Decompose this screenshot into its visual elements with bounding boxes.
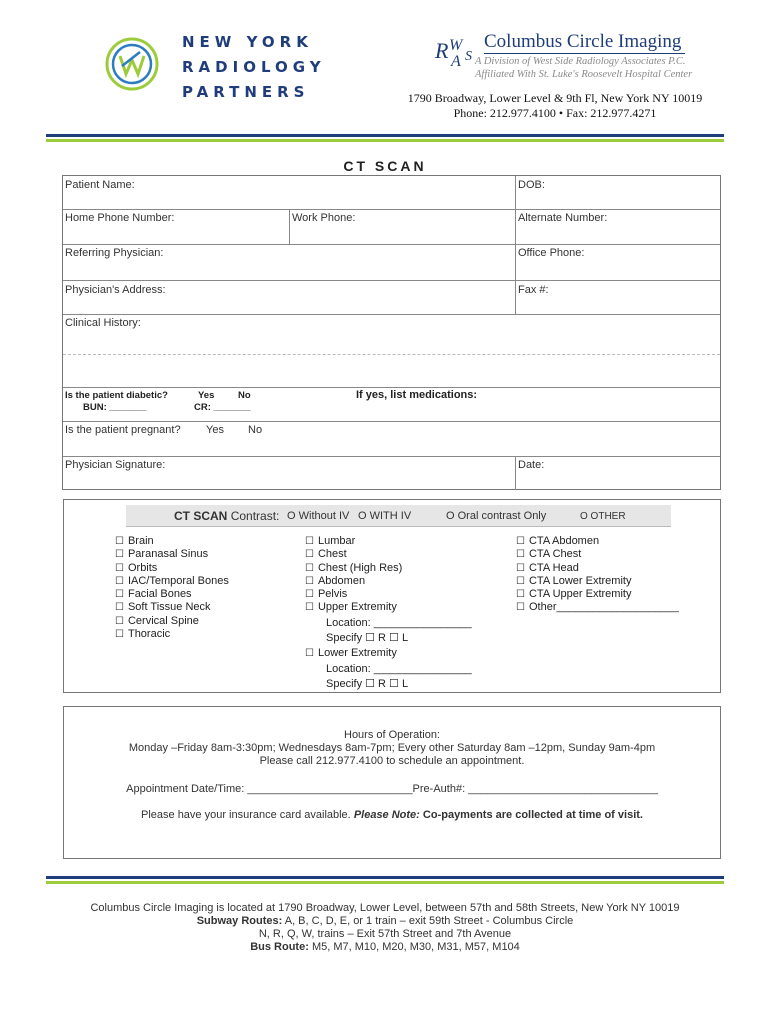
exam-label: Pelvis	[317, 588, 348, 601]
footer-bus	[0, 941, 770, 953]
footer-rule-blue	[46, 876, 724, 879]
exam-chest-high-res[interactable]	[305, 562, 472, 575]
exam-label: Orbits	[127, 561, 158, 574]
exam-label: CTA Head	[528, 561, 579, 574]
physician-signature-field[interactable]: Physician Signature:	[65, 459, 166, 471]
exam-chest[interactable]	[305, 548, 472, 561]
footer-subway-2: N, R, Q, W, trains – Exit 57th Street and 7th Avenue	[258, 928, 512, 940]
exam-column-3	[516, 535, 679, 615]
diabetic-yes[interactable]: Yes	[198, 390, 215, 401]
svg-text:A: A	[451, 53, 461, 70]
checkbox-icon[interactable]: ☐	[115, 562, 124, 574]
exam-label: Other____________________	[528, 601, 679, 614]
form-divider	[63, 314, 720, 315]
bus-text: M5, M7, M10, M20, M30, M31, M57, M104	[311, 941, 520, 953]
ct-scan-selection	[63, 499, 721, 693]
patient-info-form	[62, 175, 721, 490]
bun-field[interactable]: BUN: _______	[83, 402, 147, 413]
physician-address-field[interactable]: Physician's Address:	[65, 284, 166, 296]
pregnant-question: Is the patient pregnant?	[65, 424, 181, 436]
checkbox-icon[interactable]: ☐	[516, 575, 525, 587]
exam-cta-upper-extremity[interactable]	[516, 588, 679, 601]
checkbox-icon[interactable]: ☐	[305, 602, 314, 614]
upper-specify-side[interactable]: Specify ☐ R ☐ L	[326, 632, 409, 645]
cci-monogram-mark	[433, 34, 481, 72]
form-column-divider	[515, 209, 516, 314]
phone-line: Phone: 212.977.4100 • Fax: 212.977.4271	[453, 106, 657, 120]
checkbox-icon[interactable]: ☐	[305, 648, 314, 660]
checkbox-icon[interactable]: ☐	[115, 589, 124, 601]
exam-soft-tissue-neck[interactable]	[115, 601, 229, 614]
checkbox-icon[interactable]: ☐	[516, 536, 525, 547]
exam-label: Chest	[317, 548, 347, 561]
office-phone-field[interactable]: Office Phone:	[518, 247, 585, 259]
form-column-divider	[515, 176, 516, 209]
insurance-plain: Please have your insurance card available.	[141, 809, 351, 821]
checkbox-icon[interactable]: ☐	[115, 536, 124, 547]
form-column-divider	[515, 456, 516, 490]
nyrp-line-3: PARTNERS	[182, 83, 310, 101]
exam-label: IAC/Temporal Bones	[127, 574, 229, 587]
nyrp-logo	[104, 36, 160, 92]
insurance-note	[64, 809, 720, 821]
home-phone-field[interactable]: Home Phone Number:	[65, 212, 175, 224]
exam-cta-abdomen[interactable]	[516, 535, 679, 548]
form-divider	[63, 280, 720, 281]
note-label: Please Note:	[353, 809, 420, 821]
exam-label: Abdomen	[317, 574, 366, 587]
patient-name-field[interactable]: Patient Name:	[65, 179, 135, 191]
lower-location-field[interactable]: Location: ________________	[326, 662, 472, 675]
appointment-preauth-fields[interactable]: Appointment Date/Time: ___________________________Pre-Auth#: _______________________________	[126, 783, 658, 795]
cci-monogram	[433, 34, 481, 72]
diabetic-question: Is the patient diabetic?	[65, 390, 168, 401]
cci-name: Columbus Circle Imaging	[484, 31, 685, 54]
exam-label: Brain	[127, 535, 154, 547]
contrast-with-iv[interactable]: O WITH IV	[358, 510, 412, 522]
footer-rule-green	[46, 881, 724, 884]
contrast-label-bold: CT SCAN	[174, 509, 228, 523]
form-divider	[63, 244, 720, 245]
exam-label: Chest (High Res)	[317, 561, 403, 574]
exam-label: Lower Extremity	[317, 647, 397, 660]
exam-label: Lumbar	[317, 535, 356, 547]
subway-text: A, B, C, D, E, or 1 train – exit 59th Street - Columbus Circle	[284, 915, 574, 927]
exam-paranasal-sinus[interactable]	[115, 548, 229, 561]
checkbox-icon[interactable]: ☐	[305, 589, 314, 601]
form-divider	[63, 421, 720, 422]
hours-title: Hours of Operation:	[344, 729, 440, 741]
cci-division: A Division of West Side Radiology Associates P.C.	[475, 56, 686, 67]
exam-thoracic[interactable]	[115, 628, 229, 641]
exam-column-1	[115, 535, 229, 641]
exam-label: Soft Tissue Neck	[127, 601, 211, 614]
exam-orbits[interactable]	[115, 562, 229, 575]
checkbox-icon[interactable]: ☐	[115, 629, 124, 641]
exam-lumbar[interactable]	[305, 535, 472, 548]
contrast-label-rest: Contrast:	[230, 509, 280, 523]
nyrp-logo-mark	[104, 36, 160, 92]
upper-location-field[interactable]: Location: ________________	[326, 616, 472, 629]
checkbox-icon[interactable]: ☐	[305, 549, 314, 561]
checkbox-icon[interactable]: ☐	[516, 549, 525, 561]
cr-field[interactable]: CR: _______	[194, 402, 251, 413]
checkbox-icon[interactable]: ☐	[516, 562, 525, 574]
contrast-label	[174, 509, 279, 523]
exam-label: Facial Bones	[127, 588, 192, 601]
diabetic-no[interactable]: No	[238, 390, 251, 401]
subway-label: Subway Routes:	[196, 915, 283, 927]
bus-label: Bus Route:	[250, 941, 309, 953]
exam-other[interactable]	[516, 601, 679, 614]
lower-specify-side[interactable]: Specify ☐ R ☐ L	[326, 677, 409, 690]
pregnant-no[interactable]: No	[248, 424, 263, 436]
exam-abdomen[interactable]	[305, 575, 472, 588]
exam-label: CTA Upper Extremity	[528, 588, 632, 601]
exam-label: Cervical Spine	[127, 614, 199, 627]
exam-cta-chest[interactable]	[516, 548, 679, 561]
exam-pelvis[interactable]	[305, 588, 472, 601]
clinical-history-field[interactable]: Clinical History:	[65, 317, 141, 329]
exam-column-2	[305, 535, 472, 691]
hours-call: Please call 212.977.4100 to schedule an appointment.	[259, 755, 525, 767]
date-field[interactable]: Date:	[518, 459, 545, 471]
footer-location: Columbus Circle Imaging is located at 1790 Broadway, Lower Level, between 57th and 58th Streets, New York NY 10019	[90, 902, 680, 914]
checkbox-icon[interactable]: ☐	[305, 536, 314, 547]
exam-lower-extremity[interactable]	[305, 647, 472, 660]
exam-iac-temporal[interactable]	[115, 575, 229, 588]
cci-affiliation: Affiliated With St. Luke's Roosevelt Hospital Center	[475, 69, 693, 80]
exam-brain[interactable]	[115, 535, 229, 548]
hours-schedule: Monday –Friday 8am-3:30pm; Wednesdays 8am-7pm; Every other Saturday 8am –12pm, Sunday 9am-4pm	[128, 742, 656, 754]
exam-cta-head[interactable]	[516, 562, 679, 575]
checkbox-icon[interactable]: ☐	[516, 589, 525, 601]
hours-box	[63, 706, 721, 859]
form-title: CT SCAN	[343, 158, 427, 174]
nyrp-line-1: NEW YORK	[182, 33, 313, 51]
exam-label: Upper Extremity	[317, 601, 397, 614]
header-rule-blue	[46, 134, 724, 137]
exam-cta-lower-extremity[interactable]	[516, 575, 679, 588]
header-rule-green	[46, 139, 724, 142]
form-divider	[63, 209, 720, 210]
contrast-without-iv[interactable]: O Without IV	[287, 510, 350, 522]
exam-facial-bones[interactable]	[115, 588, 229, 601]
exam-cervical-spine[interactable]	[115, 615, 229, 628]
referring-physician-field[interactable]: Referring Physician:	[65, 247, 164, 259]
form-column-divider	[289, 209, 290, 244]
checkbox-icon[interactable]: ☐	[115, 602, 124, 614]
contrast-oral-only[interactable]: O Oral contrast Only	[446, 510, 547, 522]
svg-text:R: R	[435, 38, 449, 63]
checkbox-icon[interactable]: ☐	[305, 562, 314, 574]
address-line: 1790 Broadway, Lower Level & 9th Fl, New York NY 10019	[407, 91, 703, 105]
checkbox-icon[interactable]: ☐	[115, 549, 124, 561]
checkbox-icon[interactable]: ☐	[516, 602, 525, 614]
footer-subway	[0, 915, 770, 927]
svg-text:S: S	[465, 49, 472, 64]
work-phone-field[interactable]: Work Phone:	[292, 212, 356, 224]
exam-label: CTA Abdomen	[528, 535, 600, 547]
form-divider	[63, 387, 720, 388]
exam-label: Thoracic	[127, 628, 171, 641]
dob-field[interactable]: DOB:	[518, 179, 545, 191]
checkbox-icon[interactable]: ☐	[115, 615, 124, 627]
clinical-history-dashed-line	[63, 354, 720, 355]
medications-label: If yes, list medications:	[356, 389, 478, 401]
exam-label: CTA Chest	[528, 548, 582, 561]
contrast-other[interactable]: O OTHER	[580, 511, 626, 522]
note-text: Co-payments are collected at time of visit.	[422, 809, 643, 821]
exam-upper-extremity[interactable]	[305, 601, 472, 614]
nyrp-line-2: RADIOLOGY	[182, 58, 326, 76]
form-divider	[63, 456, 720, 457]
exam-label: CTA Lower Extremity	[528, 574, 632, 587]
alternate-number-field[interactable]: Alternate Number:	[518, 212, 608, 224]
nyrp-wordmark	[182, 30, 326, 105]
pregnant-yes[interactable]: Yes	[206, 424, 224, 436]
checkbox-icon[interactable]: ☐	[115, 575, 124, 587]
checkbox-icon[interactable]: ☐	[305, 575, 314, 587]
svg-text:W: W	[449, 37, 463, 54]
exam-label: Paranasal Sinus	[127, 548, 209, 561]
fax-field[interactable]: Fax #:	[518, 284, 549, 296]
